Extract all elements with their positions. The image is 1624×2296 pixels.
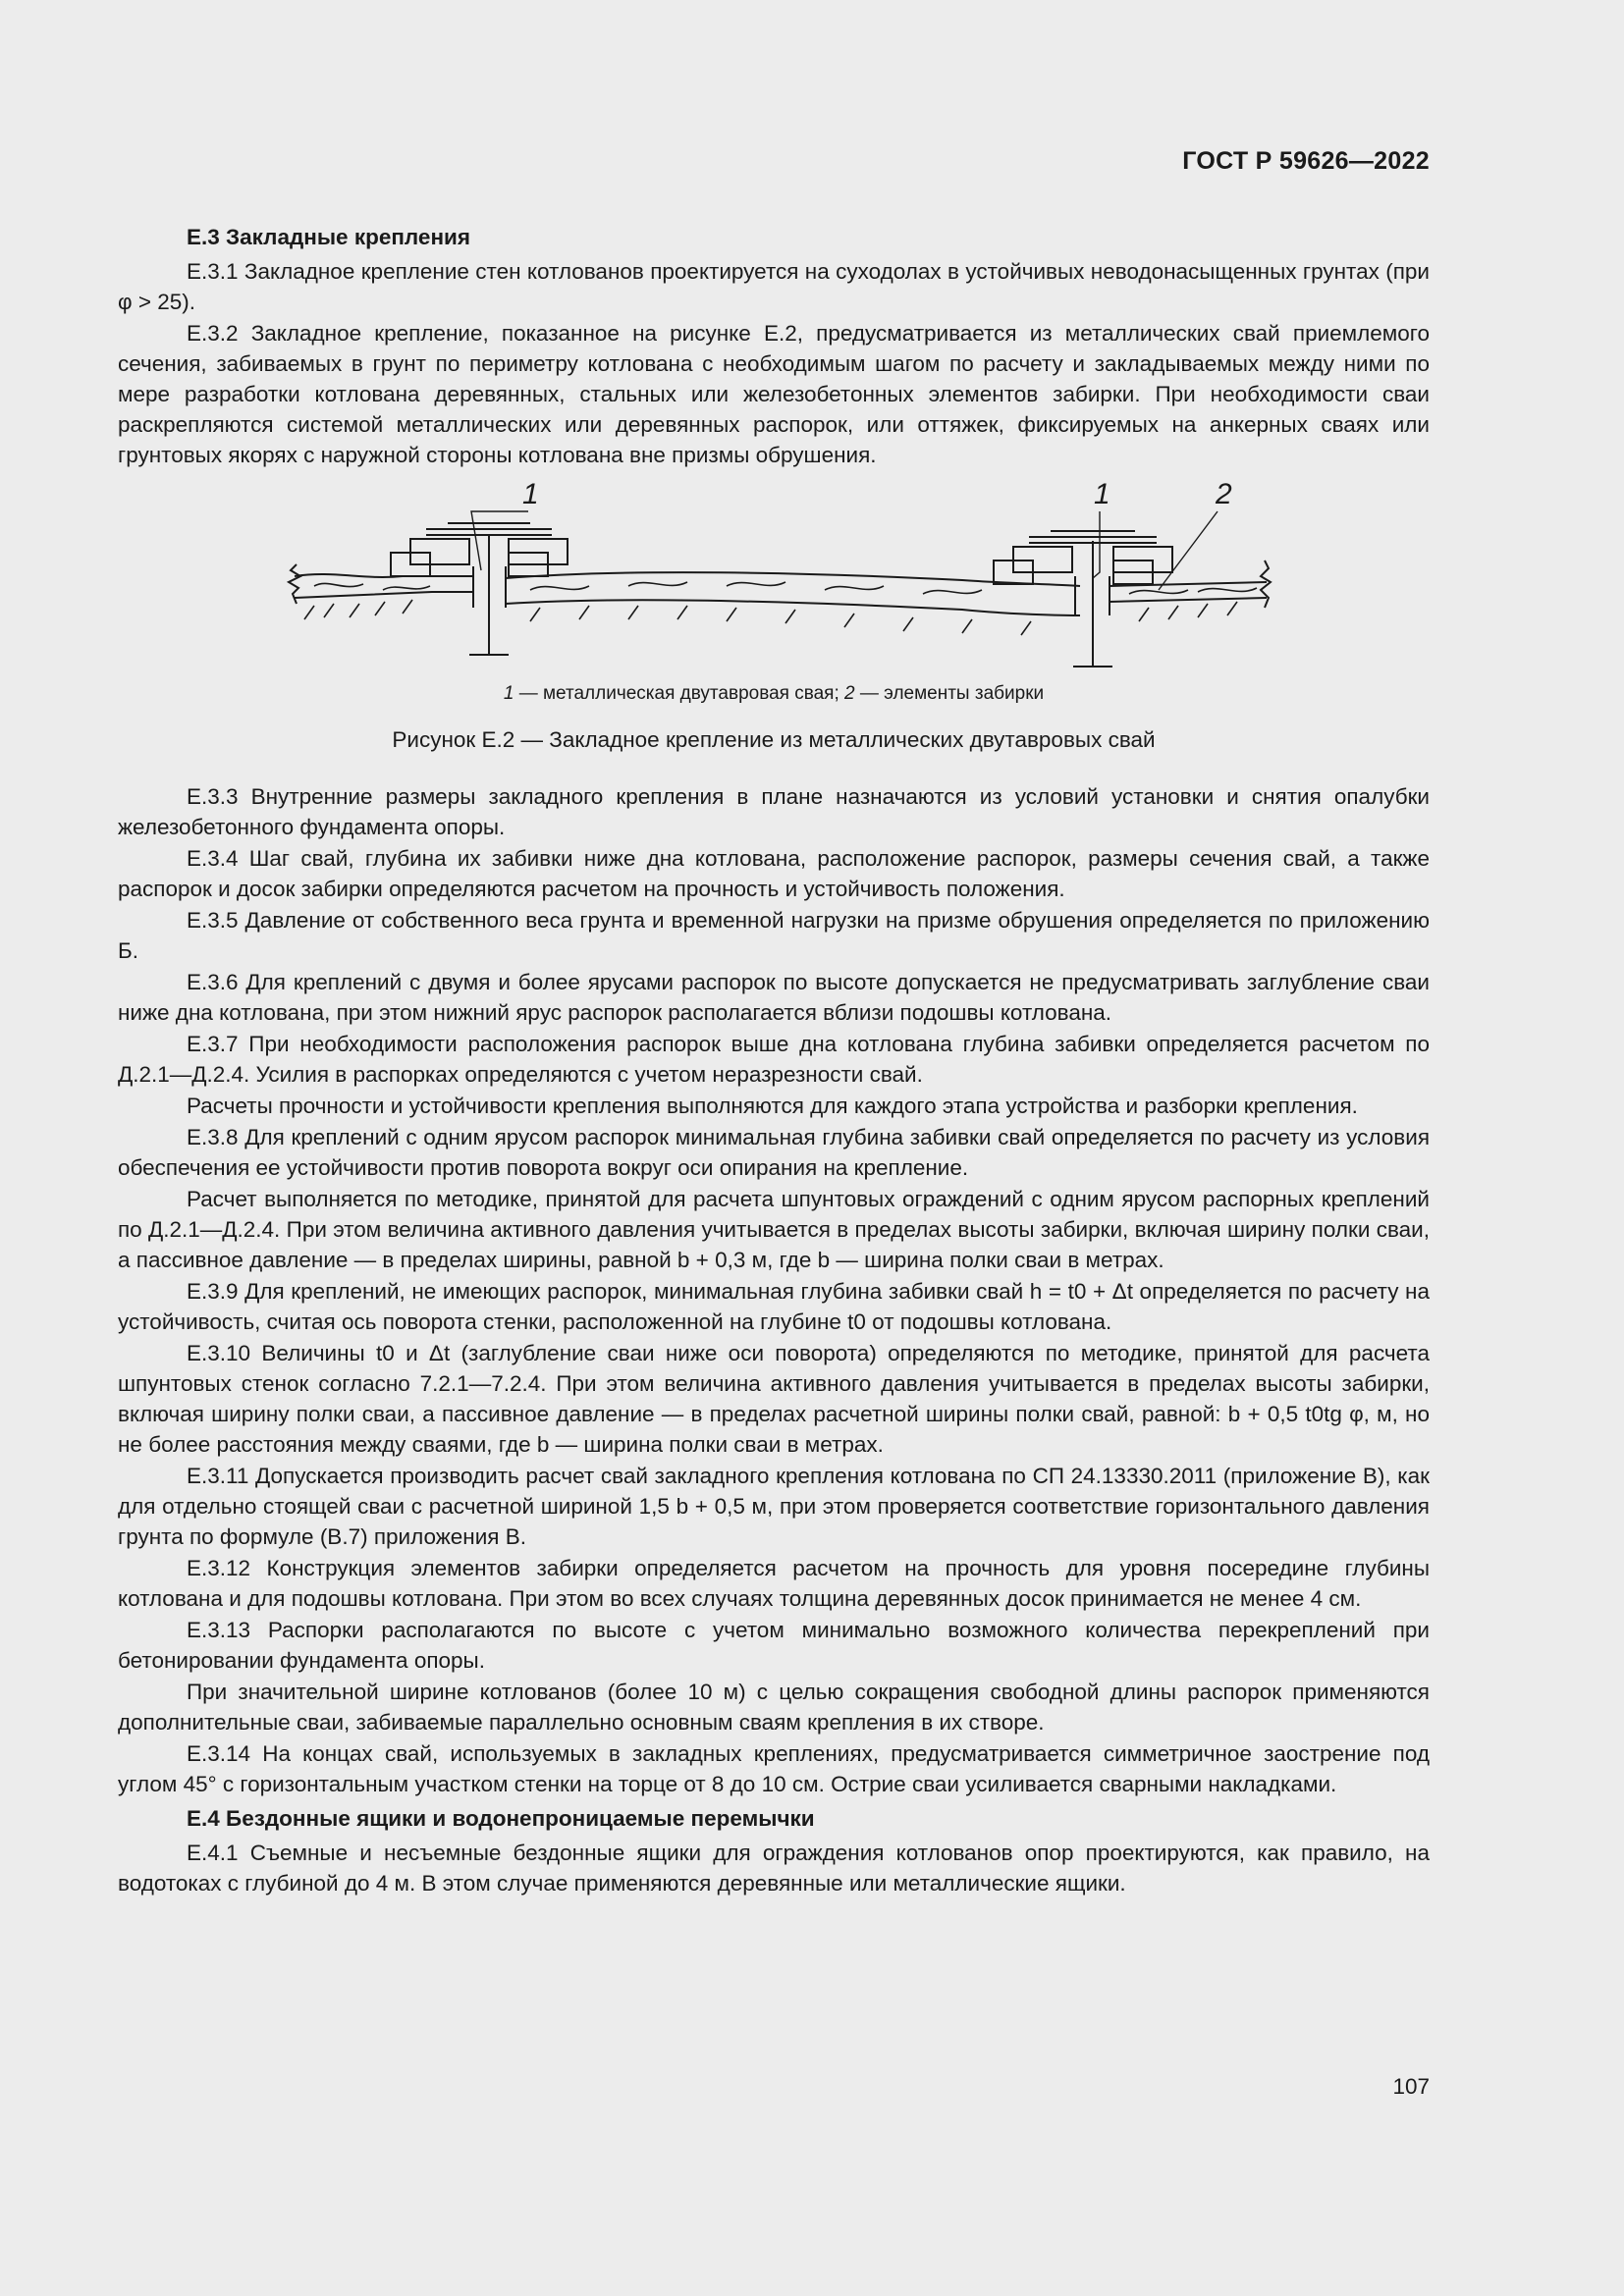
- legend-text-2: — элементы забирки: [854, 683, 1045, 704]
- paragraph: При значительной ширине котлованов (более 10 м) с целью сокращения свободной длины распорок применяются дополнительные сваи, забиваемые параллельно основным сваям крепления в их створе.: [118, 1680, 1430, 1735]
- section-heading-e3: Е.3 Закладные крепления: [187, 225, 470, 249]
- paragraphs-bottom: [118, 781, 1430, 1799]
- section-heading-e4: Е.4 Бездонные ящики и водонепроницаемые перемычки: [187, 1806, 815, 1831]
- paragraph: Е.3.4 Шаг свай, глубина их забивки ниже дна котлована, расположение распорок, размеры сечения свай, а также распорок и досок забирки определяются расчетом на прочность и устойчивость положения.: [118, 846, 1430, 901]
- paragraphs-e4: [118, 1838, 1430, 1898]
- paragraph: Расчет выполняется по методике, принятой для расчета шпунтовых ограждений с одним ярусом распорных креплений по Д.2.1—Д.2.4. При этом величина активного давления учитывается в пределах высоты забирки, включая ширину полки сваи, а пассивное давление — в пределах ширины, равной b + 0,3 м, где b — ширина полки сваи в метрах.: [118, 1187, 1430, 1272]
- paragraph: Е.3.14 На концах свай, используемых в закладных креплениях, предусматривается симметричное заострение под углом 45° с горизонтальным участком стенки на торце от 8 до 10 см. Острие сваи усиливается сварными накладками.: [118, 1741, 1430, 1796]
- paragraphs-top: [118, 256, 1430, 470]
- page-number: 107: [1392, 2074, 1430, 2099]
- legend-text-1: — металлическая двутавровая свая;: [514, 683, 845, 704]
- paragraph: Е.3.8 Для креплений с одним ярусом распорок минимальная глубина забивки свай определяется по расчету из условия обеспечения ее устойчивости против поворота вокруг оси опирания на крепление.: [118, 1125, 1430, 1180]
- callout-1-right: 1: [1094, 482, 1110, 510]
- figure-callouts: [118, 482, 1430, 678]
- figure-e2: [118, 482, 1430, 781]
- paragraph: Е.3.9 Для креплений, не имеющих распорок, минимальная глубина забивки свай h = t0 + Δt определяется по расчету на устойчивость, считая ось поворота стенки, расположенной на глубине t0 от подошвы котлована.: [118, 1279, 1430, 1334]
- paragraph: Е.3.1 Закладное крепление стен котлованов проектируется на суходолах в устойчивых неводонасыщенных грунтах (при φ > 25).: [118, 259, 1430, 314]
- paragraph: Е.3.7 При необходимости расположения распорок выше дна котлована глубина забивки определяется расчетом по Д.2.1—Д.2.4. Усилия в распорках определяются с учетом неразрезности свай.: [118, 1032, 1430, 1087]
- paragraph: Е.3.13 Распорки располагаются по высоте с учетом минимально возможного количества перекреплений при бетонировании фундамента опоры.: [118, 1618, 1430, 1673]
- legend-num-2: 2: [844, 683, 855, 704]
- paragraph: Е.4.1 Съемные и несъемные бездонные ящики для ограждения котлованов опор проектируются, как правило, на водотоках с глубиной до 4 м. В этом случае применяются деревянные или металлические ящики.: [118, 1841, 1430, 1896]
- page-content: [118, 222, 1430, 1899]
- legend-num-1: 1: [503, 683, 514, 704]
- paragraph: Е.3.11 Допускается производить расчет свай закладного крепления котлована по СП 24.13330.2011 (приложение В), как для отдельно стоящей сваи с расчетной шириной 1,5 b + 0,5 м, при этом проверяется соответствие горизонтального давления грунта по формуле (В.7) приложения В.: [118, 1464, 1430, 1549]
- paragraph: Е.3.5 Давление от собственного веса грунта и временной нагрузки на призме обрушения определяется по приложению Б.: [118, 908, 1430, 963]
- callout-1-left: 1: [522, 482, 539, 510]
- paragraph: Е.3.12 Конструкция элементов забирки определяется расчетом на прочность для уровня посередине глубины котлована и для подошвы котлована. При этом во всех случаях толщина деревянных досок принимается не менее 4 см.: [118, 1556, 1430, 1611]
- callout-2: 2: [1216, 482, 1232, 510]
- document-id-header: ГОСТ Р 59626—2022: [1182, 147, 1430, 175]
- figure-caption: Рисунок Е.2 — Закладное крепление из металлических двутавровых свай: [392, 727, 1156, 752]
- paragraph: Е.3.10 Величины t0 и Δt (заглубление сваи ниже оси поворота) определяются по методике, принятой для расчета шпунтовых стенок согласно 7.2.1—7.2.4. При этом величина активного давления учитывается в пределах высоты забирки, включая ширину полки сваи, а пассивное давление — в пределах расчетной ширины полки свай, равной: b + 0,5 t0tg φ, м, но не более расстояния между сваями, где b — ширина полки сваи в метрах.: [118, 1341, 1430, 1457]
- paragraph: Е.3.3 Внутренние размеры закладного крепления в плане назначаются из условий установки и снятия опалубки железобетонного фундамента опоры.: [118, 784, 1430, 839]
- figure-legend: [118, 678, 1430, 709]
- paragraph: Е.3.6 Для креплений с двумя и более ярусами распорок по высоте допускается не предусматривать заглубление сваи ниже дна котлована, при этом нижний ярус распорок располагается вблизи подошвы котлована.: [118, 970, 1430, 1025]
- paragraph: Е.3.2 Закладное крепление, показанное на рисунке Е.2, предусматривается из металлических свай приемлемого сечения, забиваемых в грунт по периметру котлована с необходимым шагом по расчету и закладываемых между ними по мере разработки котлована деревянных, стальных или железобетонных элементов забирки. При необходимости сваи раскрепляются системой металлических или деревянных распорок, или оттяжек, фиксируемых на анкерных сваях или грунтовых якорях с наружной стороны котлована вне призмы обрушения.: [118, 321, 1430, 467]
- paragraph: Расчеты прочности и устойчивости крепления выполняются для каждого этапа устройства и разборки крепления.: [187, 1094, 1358, 1118]
